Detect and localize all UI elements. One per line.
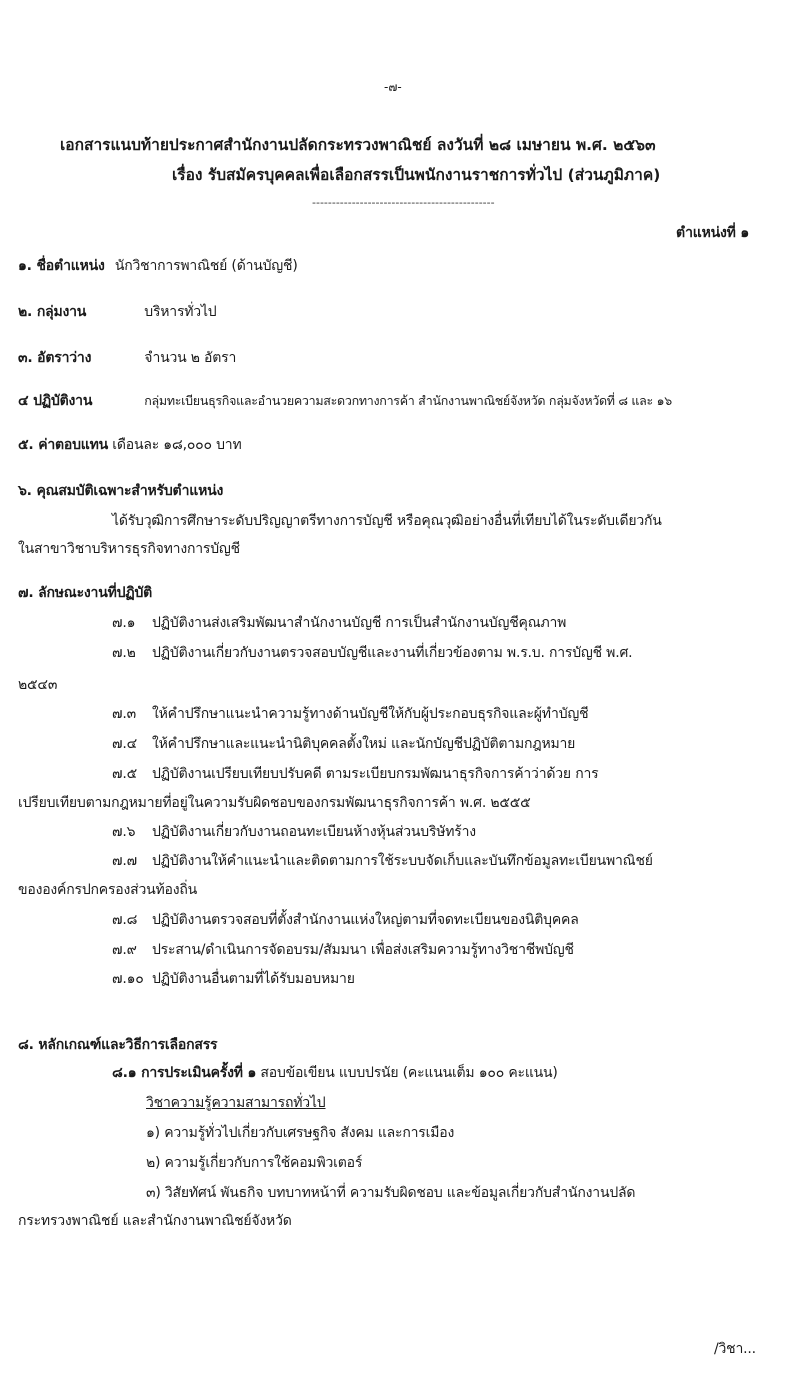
header-line-2: เรื่อง รับสมัครบุคคลเพื่อเลือกสรรเป็นพนักงานราชการทั่วไป (ส่วนภูมิภาค) [172,166,661,184]
section-8-sub-1 [112,1062,558,1084]
item-label: ๔ ปฏิบัติงาน [18,393,93,409]
duty-number: ๗.๘ [112,912,138,928]
subject-item: ๓) วิสัยทัศน์ พันธกิจ บทบาทหน้าที่ ความรับผิดชอบ และข้อมูลเกี่ยวกับสำนักงานปลัด [146,1185,636,1201]
section-7-heading: ๗. ลักษณะงานที่ปฏิบัติ [18,585,153,601]
item-value: กลุ่มทะเบียนธุรกิจและอำนวยความสะดวกทางการค้า สำนักงานพาณิชย์จังหวัด กลุ่มจังหวัดที่ ๘ และ ๑๖ [144,393,672,408]
page-number: -๗- [384,80,402,94]
duty-continuation: เปรียบเทียบตามกฎหมายที่อยู่ในความรับผิดชอบของกรมพัฒนาธุรกิจการค้า พ.ศ. ๒๕๕๕ [18,795,531,811]
duty-number: ๗.๗ [112,853,137,869]
duty-item [112,939,574,961]
duty-number: ๗.๕ [112,766,137,782]
duty-number: ๗.๔ [112,736,137,752]
duty-number: ๗.๙ [112,942,137,958]
duty-number: ๗.๓ [112,706,136,722]
item-work-group [18,301,217,323]
item-value: เดือนละ ๑๘,๐๐๐ บาท [112,437,242,453]
duty-text: ปฏิบัติงานส่งเสริมพัฒนาสำนักงานบัญชี การเป็นสำนักงานบัญชีคุณภาพ [152,615,567,631]
duty-text: ปฏิบัติงานเกี่ยวกับงานถอนทะเบียนห้างหุ้นส่วนบริษัทร้าง [152,824,476,840]
duty-text: ให้คำปรึกษาและแนะนำนิติบุคคลตั้งใหม่ และนักบัญชีปฏิบัติตามกฎหมาย [152,736,576,752]
item-value: จำนวน ๒ อัตรา [144,350,237,366]
duty-item [112,763,598,785]
duty-continuation: ขององค์กรปกครองส่วนท้องถิ่น [18,882,198,898]
header-separator: ---------------------------------------------- [312,196,495,209]
item-label: ๑. ชื่อตำแหน่ง [18,258,105,274]
duty-item [112,968,355,990]
item-value: บริหารทั่วไป [144,304,217,320]
duty-text: ปฏิบัติงานตรวจสอบที่ตั้งสำนักงานแห่งใหญ่ตามที่จดทะเบียนของนิติบุคคล [152,912,579,928]
duty-number: ๗.๒ [112,645,136,661]
duty-number: ๗.๑๐ [112,971,144,987]
continue-marker: /วิชา... [714,1341,756,1357]
item-compensation [18,434,242,456]
item-vacancy [18,347,236,369]
duty-item [112,703,588,725]
duty-text: ปฏิบัติงานเกี่ยวกับงานตรวจสอบบัญชีและงานที่เกี่ยวข้องตาม พ.ร.บ. การบัญชี พ.ศ. [152,645,633,661]
duty-text: ปฏิบัติงานให้คำแนะนำและติดตามการใช้ระบบจัดเก็บและบันทึกข้อมูลทะเบียนพาณิชย์ [152,853,653,869]
duty-item [112,733,575,755]
duty-item [112,850,653,872]
section-6-line-1: ได้รับวุฒิการศึกษาระดับปริญญาตรีทางการบัญชี หรือคุณวุฒิอย่างอื่นที่เทียบได้ในระดับเดียวกัน [112,513,662,529]
assessment-label: ๘.๑ การประเมินครั้งที่ ๑ [112,1065,257,1081]
subject-continuation: กระทรวงพาณิชย์ และสำนักงานพาณิชย์จังหวัด [18,1213,292,1229]
section-8-heading: ๘. หลักเกณฑ์และวิธีการเลือกสรร [18,1037,218,1053]
item-workplace [18,390,672,412]
item-label: ๒. กลุ่มงาน [18,304,87,320]
duty-text: ให้คำปรึกษาแนะนำความรู้ทางด้านบัญชีให้กับผู้ประกอบธุรกิจและผู้ทำบัญชี [152,706,589,722]
duty-item [112,612,566,634]
duty-item [112,642,632,664]
header-line-1: เอกสารแนบท้ายประกาศสำนักงานปลัดกระทรวงพาณิชย์ ลงวันที่ ๒๘ เมษายน พ.ศ. ๒๕๖๓ [60,136,656,154]
section-6-heading: ๖. คุณสมบัติเฉพาะสำหรับตำแหน่ง [18,483,224,499]
position-label: ตำแหน่งที่ ๑ [676,225,750,241]
section-6-line-2: ในสาขาวิชาบริหารธุรกิจทางการบัญชี [18,541,240,557]
duty-number: ๗.๖ [112,824,136,840]
duty-item [112,909,579,931]
item-label: ๓. อัตราว่าง [18,350,92,366]
duty-item [112,821,476,843]
item-label: ๕. ค่าตอบแทน [18,437,109,453]
subject-heading: วิชาความรู้ความสามารถทั่วไป [146,1095,326,1111]
item-position-name [18,255,298,277]
duty-continuation: ๒๕๔๓ [18,677,58,693]
duty-text: ประสาน/ดำเนินการจัดอบรม/สัมมนา เพื่อส่งเสริมความรู้ทางวิชาชีพบัญชี [152,942,574,958]
duty-number: ๗.๑ [112,615,136,631]
item-value: นักวิชาการพาณิชย์ (ด้านบัญชี) [114,258,298,274]
subject-item: ๒) ความรู้เกี่ยวกับการใช้คอมพิวเตอร์ [146,1155,363,1171]
duty-text: ปฏิบัติงานอื่นตามที่ได้รับมอบหมาย [152,971,355,987]
subject-item: ๑) ความรู้ทั่วไปเกี่ยวกับเศรษฐกิจ สังคม และการเมือง [146,1125,455,1141]
duty-text: ปฏิบัติงานเปรียบเทียบปรับคดี ตามระเบียบกรมพัฒนาธุรกิจการค้าว่าด้วย การ [152,766,599,782]
assessment-detail: สอบข้อเขียน แบบปรนัย (คะแนนเต็ม ๑๐๐ คะแนน) [256,1065,558,1081]
